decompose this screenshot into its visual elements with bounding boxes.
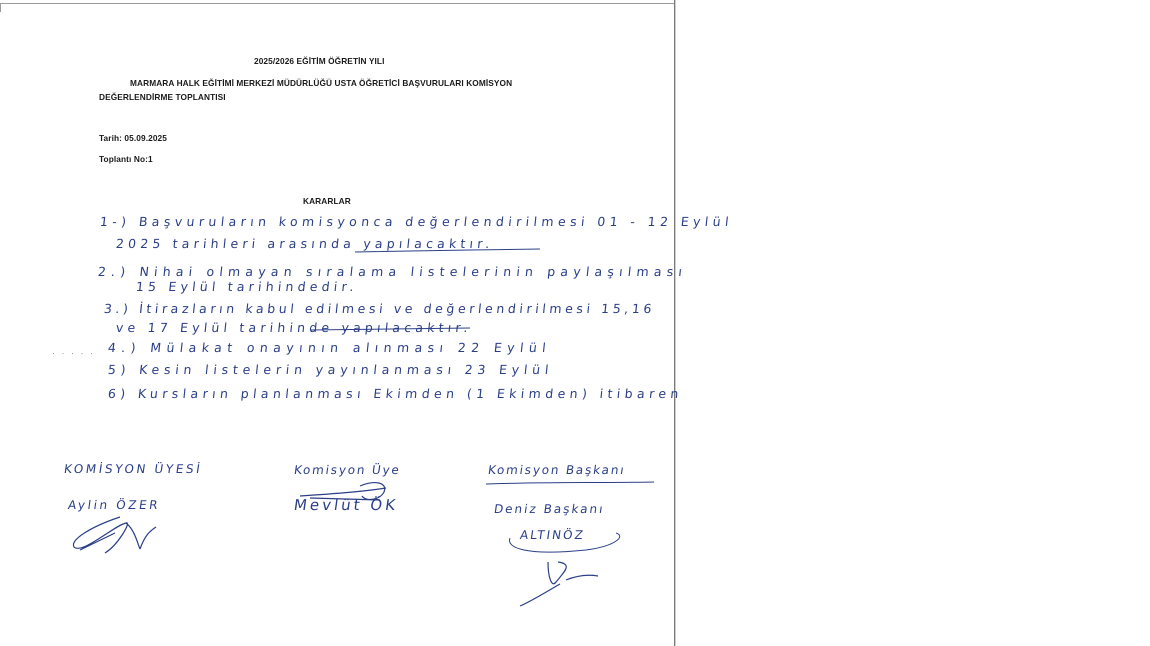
decision-5: 5) Kesin listelerin yayınlanması 23 Eylül [107, 362, 555, 377]
member-2-signature [290, 478, 410, 518]
decision-4: 4.) Mülakat onayının alınması 22 Eylül [107, 340, 552, 355]
chair-surname: ALTINÖZ [519, 528, 586, 542]
academic-year-heading: 2025/2026 EĞİTİM ÖĞRETİN YILI [254, 56, 385, 66]
meeting-date: Tarih: 05.09.2025 [99, 133, 167, 143]
decision-1-line-2: 2025 tarihleri arasında yapılacaktır. [115, 236, 495, 251]
decision-3-line-1: 3.) İtirazların kabul edilmesi ve değerlendirilmesi 15,16 [103, 301, 656, 316]
meeting-number: Toplantı No:1 [99, 154, 153, 164]
scan-dot-artifacts: · · · · · [52, 348, 95, 358]
decision-2-line-2: 15 Eylül tarihindedir. [135, 279, 359, 294]
decision-6: 6) Kursların planlanması Ekimden (1 Ekimden) itibaren [107, 386, 684, 401]
document-title-line-1: MARMARA HALK EĞİTİMİ MERKEZİ MÜDÜRLÜĞÜ USTA ÖĞRETİCİ BAŞVURULARI KOMİSYON [130, 78, 513, 88]
member-2-title: Komisyon Üye [293, 463, 402, 477]
chair-name: Deniz Başkanı [493, 502, 606, 516]
decisions-heading: KARARLAR [303, 196, 351, 206]
member-2-name: Mevlüt ÖK [292, 496, 400, 514]
member-1-name: Aylin ÖZER [67, 498, 162, 512]
member-1-signature [60, 505, 170, 560]
chair-title: Komisyon Başkanı [487, 463, 627, 477]
decision-2-line-1: 2.) Nihai olmayan sıralama listelerinin paylaşılması [97, 264, 688, 279]
member-1-title: KOMİSYON ÜYESİ [63, 462, 204, 476]
document-title-line-2: DEĞERLENDİRME TOPLANTISI [99, 92, 226, 102]
decision-3-line-2: ve 17 Eylül tarihinde yapılacaktır. [115, 320, 473, 335]
chair-signature [486, 478, 666, 608]
decision-1-line-1: 1-) Başvuruların komisyonca değerlendirilmesi 01 - 12 Eylül [99, 214, 734, 229]
